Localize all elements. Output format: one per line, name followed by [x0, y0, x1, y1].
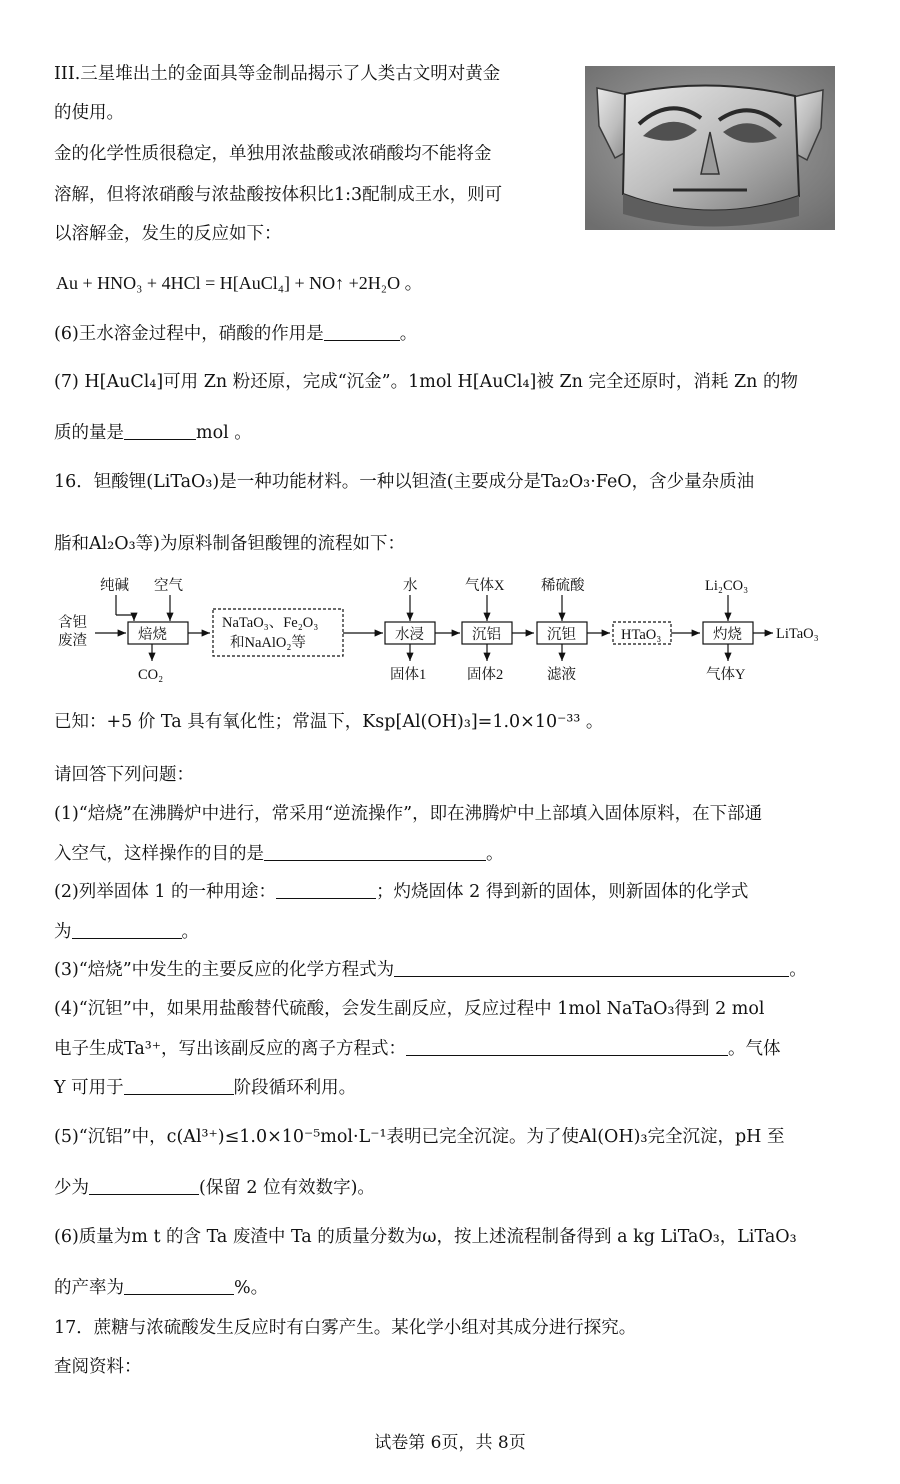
flow-intermediate: HTaO₃ [621, 627, 662, 643]
question-end: 。 [181, 922, 199, 942]
paragraph-line: 以溶解金，发生的反应如下： [54, 224, 282, 244]
question-3 [54, 958, 807, 982]
paragraph-line: 金的化学性质很稳定，单独用浓盐酸或浓硝酸均不能将金 [54, 144, 492, 164]
question-text: Y 可用于 [54, 1078, 124, 1098]
flow-output-label: 固体1 [390, 667, 427, 683]
flow-input-label: 气体X [465, 578, 505, 594]
question-text: (保留 2 位有效数字)。 [199, 1178, 375, 1198]
answer-blank[interactable] [124, 1276, 234, 1295]
question-1-line2 [54, 842, 504, 866]
page-footer: 试卷第 6页，共 8页 [374, 1433, 526, 1453]
question-end: 。 [399, 324, 418, 344]
question-4-line2 [54, 1037, 781, 1061]
question-4-line1: (4)“沉钽”中，如果用盐酸替代硫酸，会发生副反应，反应过程中 1mol NaTaO₃得到 2 mol [54, 999, 765, 1019]
question-text: 。气体 [728, 1039, 781, 1059]
flow-step-ta-precip: 沉钽 [547, 627, 576, 643]
question-7-line1: (7) H[AuCl₄]可用 Zn 粉还原，完成“沉金”。1mol H[AuCl₄]被 Zn 完全还原时，消耗 Zn 的物 [54, 372, 798, 392]
question-5-line2 [54, 1176, 375, 1200]
question-text: 的产率为 [54, 1278, 124, 1298]
flow-intermediate: 和NaAlO₂等 [230, 635, 306, 651]
question-text: 电子生成Ta³⁺，写出该副反应的离子方程式： [54, 1039, 406, 1059]
question-text: %。 [234, 1278, 269, 1298]
problem-17: 17．蔗糖与浓硫酸发生反应时有白雾产生。某化学小组对其成分进行探究。 [54, 1318, 637, 1338]
question-text: (6)王水溶金过程中，硝酸的作用是 [54, 324, 324, 344]
flow-step-roast: 焙烧 [138, 627, 167, 643]
question-end: mol 。 [196, 423, 252, 443]
question-end: 。 [486, 844, 504, 864]
question-text: (2)列举固体 1 的一种用途： [54, 882, 277, 902]
paragraph-line: 的使用。 [54, 103, 124, 123]
problem-16-line2: 脂和Al₂O₃等)为原料制备钽酸锂的流程如下： [54, 534, 405, 554]
process-flow-diagram [50, 575, 850, 690]
question-text: 少为 [54, 1178, 89, 1198]
question-text: 入空气，这样操作的目的是 [54, 844, 264, 864]
flow-step-leach: 水浸 [395, 627, 424, 643]
question-text: 质的量是 [54, 423, 124, 443]
flow-input-label: 水 [403, 578, 418, 594]
flow-input-label: 空气 [154, 578, 183, 594]
gold-mask-photo [585, 66, 835, 230]
instruction: 请回答下列问题： [54, 765, 194, 785]
question-end: 。 [789, 960, 807, 980]
question-text: (3)“焙烧”中发生的主要反应的化学方程式为 [54, 960, 395, 980]
question-7-line2 [54, 421, 252, 445]
answer-blank[interactable] [324, 322, 400, 341]
question-5-line1: (5)“沉铝”中，c(Al³⁺)≤1.0×10⁻⁵mol·L⁻¹表明已完全沉淀。为了使Al(OH)₃完全沉淀，pH 至 [54, 1127, 785, 1147]
flow-input-label: 纯碱 [100, 578, 129, 594]
problem-16-line1: 16．钽酸锂(LiTaO₃)是一种功能材料。一种以钽渣(主要成分是Ta₂O₃·FeO，含少量杂质油 [54, 472, 755, 492]
answer-blank[interactable] [264, 842, 486, 861]
answer-blank[interactable] [89, 1176, 199, 1195]
paragraph-line: III.三星堆出土的金面具等金制品揭示了人类古文明对黄金 [54, 64, 501, 84]
answer-blank[interactable] [394, 958, 789, 977]
flow-output-label: 滤液 [547, 667, 576, 683]
answer-blank[interactable] [124, 1076, 234, 1095]
flow-step-al-precip: 沉铝 [472, 627, 501, 643]
question-text: ；灼烧固体 2 得到新的固体，则新固体的化学式 [376, 882, 749, 902]
flow-output-label: 气体Y [706, 667, 746, 683]
question-2-line2 [54, 920, 199, 944]
problem-17-ref: 查阅资料： [54, 1357, 142, 1377]
answer-blank[interactable] [406, 1037, 728, 1056]
question-6-line1: (6)质量为m t 的含 Ta 废渣中 Ta 的质量分数为ω，按上述流程制备得到 a kg LiTaO₃，LiTaO₃ [54, 1227, 797, 1247]
answer-blank[interactable] [124, 421, 196, 440]
question-text: 为 [54, 922, 72, 942]
flow-output-label: CO₂ [138, 667, 164, 683]
flow-output-label: 固体2 [467, 667, 504, 683]
answer-blank[interactable] [72, 920, 182, 939]
reaction-equation: Au + HNO₃ + 4HCl = H[AuCl₄] + NO↑ +2H₂O 。 [56, 273, 423, 293]
flow-start-label: 含钽 [58, 615, 87, 631]
flow-start-label: 废渣 [58, 633, 87, 649]
flow-input-label: Li₂CO₃ [705, 578, 749, 594]
question-2-line1 [54, 880, 748, 904]
question-6-line2 [54, 1276, 268, 1300]
paragraph-line: 溶解，但将浓硝酸与浓盐酸按体积比1:3配制成王水，则可 [54, 185, 503, 205]
flow-step-calcine: 灼烧 [713, 627, 742, 643]
known-info: 已知：+5 价 Ta 具有氧化性；常温下，Ksp[Al(OH)₃]=1.0×10⁻³³ 。 [54, 712, 604, 732]
answer-blank[interactable] [276, 880, 376, 899]
question-text: 阶段循环利用。 [233, 1078, 357, 1098]
question-6-gold [54, 322, 417, 346]
flow-product-label: LiTaO₃ [776, 626, 819, 642]
flow-intermediate: NaTaO₃、Fe₂O₃ [222, 615, 319, 631]
flow-input-label: 稀硫酸 [541, 578, 585, 594]
question-1-line1: (1)“焙烧”在沸腾炉中进行，常采用“逆流操作”，即在沸腾炉中上部填入固体原料，在下部通 [54, 804, 763, 824]
question-4-line3 [54, 1076, 356, 1100]
